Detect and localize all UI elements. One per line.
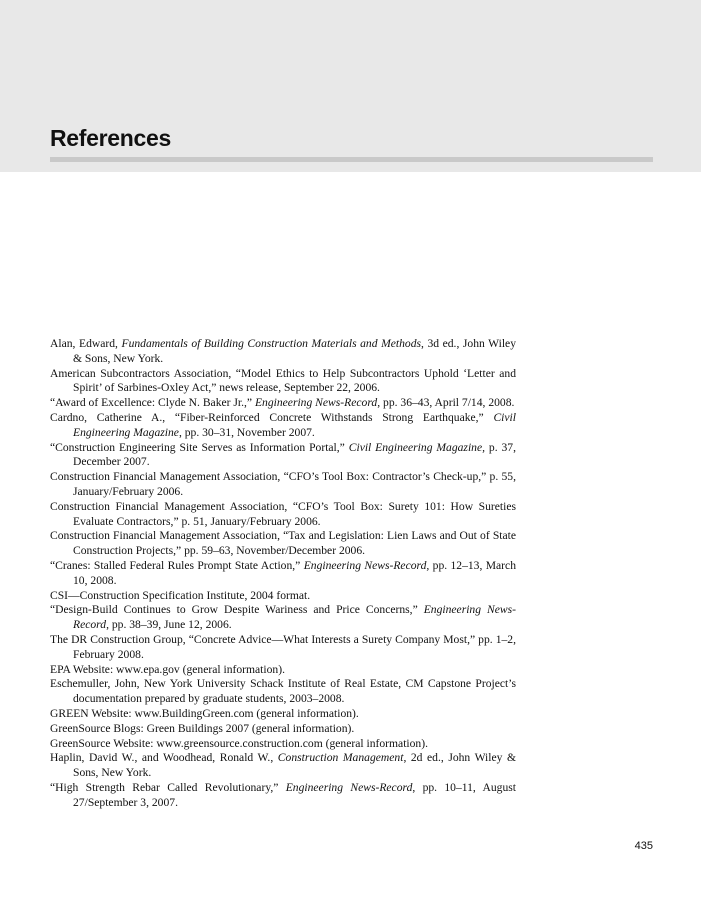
reference-text: GreenSource Website: www.greensource.construction.com (general information). bbox=[50, 736, 428, 750]
reference-text: Construction Financial Management Association, “CFO’s Tool Box: Surety 101: How Sureties Evaluate Contractors,” p. 51, January/February 2006. bbox=[50, 499, 516, 528]
reference-text: GreenSource Blogs: Green Buildings 2007 (general information). bbox=[50, 721, 355, 735]
reference-publication-title: Civil Engineering Magazine bbox=[73, 410, 516, 439]
reference-entry bbox=[50, 707, 516, 722]
reference-entry bbox=[50, 411, 516, 441]
reference-text: Cardno, Catherine A., “Fiber-Reinforced Concrete Withstands Strong Earthquake,” bbox=[50, 410, 494, 424]
reference-publication-title: Fundamentals of Building Construction Materials and Methods bbox=[121, 337, 422, 350]
reference-entry bbox=[50, 396, 516, 411]
reference-publication-title: Civil Engineering Magazine, bbox=[348, 440, 486, 454]
reference-publication-title: Construction Management bbox=[277, 751, 404, 765]
reference-text: p. 37, December 2007. bbox=[73, 440, 517, 469]
reference-entry bbox=[50, 367, 516, 397]
reference-text: , 3d ed., John Wiley & Sons, New York. bbox=[73, 337, 516, 365]
reference-entry bbox=[50, 470, 516, 500]
page-title: References bbox=[50, 125, 172, 151]
reference-entry bbox=[50, 677, 516, 707]
reference-entry bbox=[50, 337, 516, 367]
reference-text: CSI—Construction Specification Institute, 2004 format. bbox=[50, 588, 311, 602]
reference-text: GREEN Website: www.BuildingGreen.com (general information). bbox=[50, 706, 359, 720]
reference-text: American Subcontractors Association, “Model Ethics to Help Subcontractors Uphold ‘Letter and Spirit’ of Sarbines-Oxley Act,” news release, September 22, 2006. bbox=[50, 366, 516, 395]
reference-publication-title: Engineering News-Record bbox=[73, 603, 516, 632]
reference-entry bbox=[50, 633, 516, 663]
reference-text: , pp. 38–39, June 12, 2006. bbox=[106, 618, 232, 632]
reference-text: Eschemuller, John, New York University Schack Institute of Real Estate, CM Capstone Project’s documentation prepared by graduate students, 2003–2008. bbox=[50, 677, 516, 706]
chapter-header-band bbox=[0, 0, 701, 172]
reference-publication-title: Engineering News-Record bbox=[285, 780, 413, 794]
reference-entry bbox=[50, 500, 516, 530]
reference-publication-title: Engineering News-Record, bbox=[303, 558, 430, 572]
page-number: 435 bbox=[634, 840, 653, 852]
reference-text: Haplin, David W., and Woodhead, Ronald W., bbox=[50, 751, 278, 765]
reference-entry bbox=[50, 589, 516, 604]
reference-text: “Cranes: Stalled Federal Rules Prompt State Action,” bbox=[50, 558, 304, 572]
reference-entry bbox=[50, 781, 516, 811]
reference-text: “Construction Engineering Site Serves as Information Portal,” bbox=[50, 440, 349, 454]
reference-entry bbox=[50, 663, 516, 678]
reference-entry bbox=[50, 603, 516, 633]
reference-text: EPA Website: www.epa.gov (general information). bbox=[50, 662, 285, 676]
title-underline-rule bbox=[50, 157, 653, 162]
reference-text: , pp. 36–43, April 7/14, 2008. bbox=[377, 396, 515, 410]
reference-list bbox=[50, 337, 516, 811]
reference-text: Alan, Edward, bbox=[50, 337, 122, 350]
reference-entry bbox=[50, 751, 516, 781]
reference-entry bbox=[50, 737, 516, 752]
reference-text: , 2d ed., John Wiley & Sons, New York. bbox=[73, 751, 516, 780]
reference-text: “Design-Build Continues to Grow Despite Wariness and Price Concerns,” bbox=[50, 603, 424, 617]
reference-entry bbox=[50, 559, 516, 589]
reference-text: “Award of Excellence: Clyde N. Baker Jr.,” bbox=[50, 396, 255, 410]
reference-entry bbox=[50, 529, 516, 559]
reference-entry bbox=[50, 441, 516, 471]
reference-publication-title: Engineering News-Record bbox=[254, 396, 378, 410]
reference-text: , pp. 30–31, November 2007. bbox=[178, 425, 315, 439]
reference-text: The DR Construction Group, “Concrete Advice—What Interests a Surety Company Most,” pp. 1–2, February 2008. bbox=[50, 632, 516, 661]
reference-text: “High Strength Rebar Called Revolutionary,” bbox=[50, 780, 286, 794]
reference-text: Construction Financial Management Association, “Tax and Legislation: Lien Laws and Out of State Construction Projects,” pp. 59–63, November/December 2006. bbox=[50, 529, 516, 558]
reference-text: , pp. 10–11, August 27/September 3, 2007. bbox=[73, 780, 516, 809]
reference-text: pp. 12–13, March 10, 2008. bbox=[73, 558, 516, 587]
reference-text: Construction Financial Management Association, “CFO’s Tool Box: Contractor’s Check-up,” p. 55, January/February 2006. bbox=[50, 470, 516, 498]
reference-entry bbox=[50, 722, 516, 737]
